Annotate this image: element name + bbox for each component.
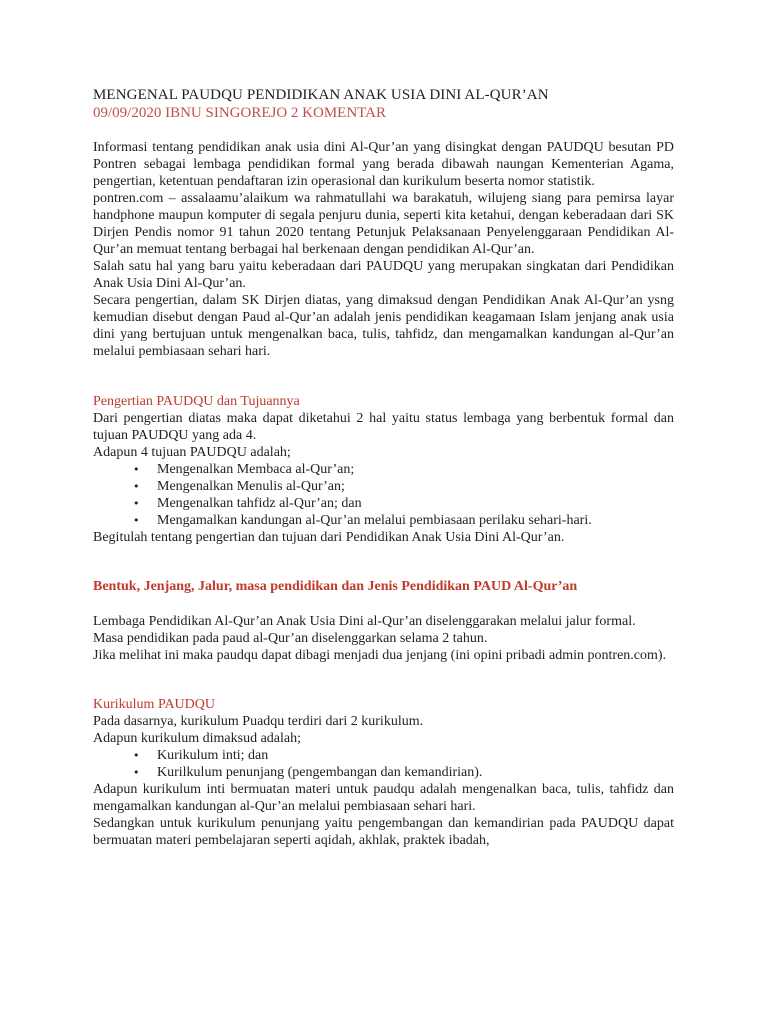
- list-item: • Mengenalkan Membaca al-Qur’an;: [157, 461, 674, 478]
- paragraph: Sedangkan untuk kurikulum penunjang yaitu pengembangan dan kemandirian pada PAUDQU dapat bermuatan materi pembelajaran seperti aqidah, akhlak, praktek ibadah,: [93, 816, 674, 848]
- list-item: • Mengenalkan Menulis al-Qur’an;: [157, 478, 674, 495]
- section-bentuk: [93, 578, 674, 664]
- article-title: MENGENAL PAUDQU PENDIDIKAN ANAK USIA DINI AL-QUR’AN: [93, 87, 549, 103]
- tujuan-list: [93, 461, 674, 529]
- section-heading: Bentuk, Jenjang, Jalur, masa pendidikan dan Jenis Pendidikan PAUD Al-Qur’an: [93, 579, 578, 594]
- paragraph: Pada dasarnya, kurikulum Puadqu terdiri dari 2 kurikulum.: [93, 714, 424, 729]
- list-item: • Kurilkulum penunjang (pengembangan dan kemandirian).: [157, 764, 674, 781]
- section-heading: Pengertian PAUDQU dan Tujuannya: [93, 394, 300, 409]
- paragraph: Adapun kurikulum inti bermuatan materi untuk paudqu adalah mengenalkan baca, tulis, tahfidz dan mengamalkan kandungan al-Qur’an melalui pembiasaan sehari hari.: [93, 782, 674, 814]
- paragraph: Begitulah tentang pengertian dan tujuan dari Pendidikan Anak Usia Dini Al-Qur’an.: [93, 530, 565, 545]
- intro-section: [93, 139, 674, 360]
- paragraph: Dari pengertian diatas maka dapat diketahui 2 hal yaitu status lembaga yang berbentuk formal dan tujuan PAUDQU yang ada 4.: [93, 411, 674, 443]
- kurikulum-list: [93, 747, 674, 781]
- paragraph: Masa pendidikan pada paud al-Qur’an diselenggarkan selama 2 tahun.: [93, 631, 488, 646]
- intro-paragraph: Salah satu hal yang baru yaitu keberadaan dari PAUDQU yang merupakan singkatan dari Pendidikan Anak Usia Dini Al-Qur’an.: [93, 259, 674, 291]
- section-heading: Kurikulum PAUDQU: [93, 697, 215, 712]
- intro-paragraph: pontren.com – assalaamu’alaikum wa rahmatullahi wa barakatuh, wilujeng siang para pemirsa layar handphone maupun komputer di segala penjuru dunia, seperti kita ketahui, dengan keberadaan dari SK Dirjen Pendis nomor 91 tahun 2020 tentang Petunjuk Pelaksanaan Penyelenggaraan Pendidikan Al-Qur’an memuat tentang berbagai hal berkenaan dengan pendidikan Al-Qur’an.: [93, 191, 674, 257]
- list-item: • Mengamalkan kandungan al-Qur’an melalui pembiasaan perilaku sehari-hari.: [157, 512, 674, 529]
- list-item: • Kurikulum inti; dan: [157, 747, 674, 764]
- section-pengertian: [93, 393, 674, 546]
- paragraph: Adapun kurikulum dimaksud adalah;: [93, 731, 302, 746]
- paragraph: Jika melihat ini maka paudqu dapat dibagi menjadi dua jenjang (ini opini pribadi admin pontren.com).: [93, 648, 667, 663]
- list-item: • Mengenalkan tahfidz al-Qur’an; dan: [157, 495, 674, 512]
- paragraph: Lembaga Pendidikan Al-Qur’an Anak Usia Dini al-Qur’an diselenggarakan melalui jalur formal.: [93, 614, 636, 629]
- intro-paragraph: Secara pengertian, dalam SK Dirjen diatas, yang dimaksud dengan Pendidikan Anak Al-Qur’an ysng kemudian disebut dengan Paud al-Qur’an adalah jenis pendidikan keagamaan Islam jenjang anak usia dini yang bertujuan untuk mengenalkan baca, tulis, tahfidz, dan mengamalkan kandungan al-Qur’an melalui pembiasaan sehari hari.: [93, 293, 674, 359]
- intro-paragraph: Informasi tentang pendidikan anak usia dini Al-Qur’an yang disingkat dengan PAUDQU besutan PD Pontren sebagai lembaga pendidikan formal yang berada dibawah naungan Kementerian Agama, pengertian, ketentuan pendaftaran izin operasional dan kurikulum beserta nomor statistik.: [93, 140, 674, 189]
- article-meta: 09/09/2020 IBNU SINGOREJO 2 KOMENTAR: [93, 105, 386, 121]
- paragraph: Adapun 4 tujuan PAUDQU adalah;: [93, 445, 291, 460]
- section-kurikulum: [93, 696, 674, 849]
